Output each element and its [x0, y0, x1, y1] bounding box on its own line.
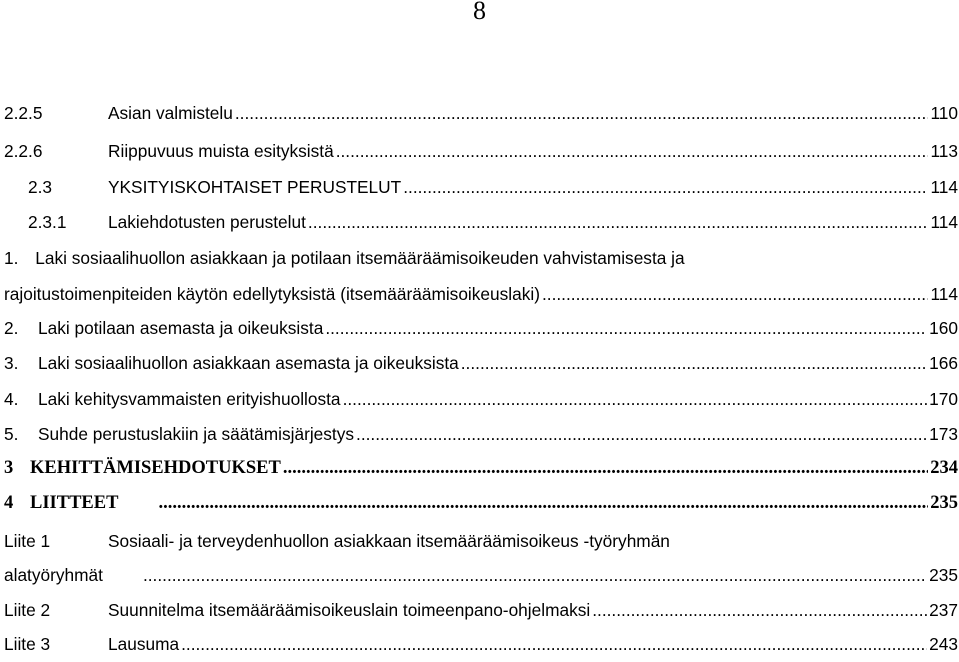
toc-entry-title: LIITTEET — [30, 493, 119, 513]
toc-entry[interactable] — [4, 565, 958, 593]
toc-entry-title: KEHITTÄMISEHDOTUKSET — [30, 458, 281, 478]
toc-entry-number: 2.3.1 — [28, 212, 67, 232]
toc-entry-number: 2.2.6 — [4, 141, 43, 161]
toc-entry-number: 4 — [4, 493, 14, 513]
toc-leader-dots — [235, 103, 929, 124]
toc-entry-number: 4. — [4, 389, 19, 409]
toc-entry-title-continued: alatyöryhmät — [4, 565, 103, 585]
toc-entry-title: Lakiehdotusten perustelut — [108, 212, 306, 232]
toc-entry-number: 2. — [4, 318, 19, 338]
toc-leader-dots — [356, 424, 927, 445]
toc-entry-number: 2.3 — [28, 177, 53, 197]
toc-leader-dots — [181, 634, 927, 655]
toc-entry[interactable] — [4, 318, 958, 346]
toc-entry-number: 3 — [4, 458, 14, 478]
toc-entry-page: 114 — [930, 284, 958, 304]
toc-entry-page: 237 — [929, 600, 958, 620]
page-number: 8 — [473, 0, 486, 25]
toc-entry[interactable] — [4, 458, 958, 486]
toc-entry-title: Asian valmistelu — [108, 103, 233, 123]
toc-entry[interactable] — [4, 353, 958, 381]
toc-entry-page: 235 — [930, 493, 958, 513]
toc-entry[interactable] — [4, 634, 958, 662]
toc-entry-number: Liite 1 — [4, 531, 51, 551]
toc-entry-page: 114 — [930, 177, 958, 197]
toc-entry[interactable] — [4, 103, 958, 131]
toc-entry-page: 173 — [929, 424, 958, 444]
toc-leader-dots — [308, 212, 929, 233]
toc-leader-dots — [336, 141, 929, 162]
toc-entry-number: Liite 2 — [4, 600, 51, 620]
toc-entry-title-continued: rajoitustoimenpiteiden käytön edellytyksistä (itsemääräämisoikeuslaki) — [4, 284, 540, 304]
toc-leader-dots — [158, 493, 928, 514]
toc-entry[interactable] — [4, 389, 958, 417]
toc-leader-dots — [461, 353, 927, 374]
toc-entry-title: Laki potilaan asemasta ja oikeuksista — [38, 318, 324, 338]
toc-entry-page: 114 — [930, 212, 958, 232]
toc-leader-dots — [403, 177, 928, 198]
toc-entry-page: 243 — [929, 634, 958, 654]
toc-entry-title: Sosiaali- ja terveydenhuollon asiakkaan itsemääräämisoikeus -työryhmän — [108, 531, 670, 551]
toc-entry-title: Suunnitelma itsemääräämisoikeuslain toimeenpano-ohjelmaksi — [108, 600, 591, 620]
toc-entry-wrapped-line[interactable] — [4, 531, 670, 559]
toc-leader-dots — [592, 600, 927, 621]
toc-entry-page: 170 — [929, 389, 958, 409]
toc-entry-page: 113 — [930, 141, 958, 161]
toc-entry[interactable] — [4, 177, 958, 205]
toc-entry-title: Lausuma — [108, 634, 180, 654]
toc-entry[interactable] — [4, 212, 958, 240]
toc-entry-title: Laki sosiaalihuollon asiakkaan ja potilaan itsemääräämisoikeuden vahvistamisesta ja — [35, 248, 685, 268]
toc-entry-wrapped-line[interactable] — [4, 248, 685, 276]
toc-entry[interactable] — [4, 141, 958, 169]
toc-entry-number: 2.2.5 — [4, 103, 43, 123]
toc-entry-number: 1. — [4, 248, 19, 268]
toc-leader-dots — [542, 284, 928, 305]
toc-entry-page: 235 — [929, 565, 958, 585]
toc-entry[interactable] — [4, 493, 958, 521]
toc-entry-page: 160 — [929, 318, 958, 338]
toc-entry-page: 110 — [930, 103, 958, 123]
toc-entry[interactable] — [4, 600, 958, 628]
toc-entry-number: Liite 3 — [4, 634, 51, 654]
toc-entry-title: Laki sosiaalihuollon asiakkaan asemasta ja oikeuksista — [38, 353, 459, 373]
toc-entry[interactable] — [4, 284, 958, 312]
toc-entry-page: 234 — [930, 458, 958, 478]
toc-entry-title: Riippuvuus muista esityksistä — [108, 141, 334, 161]
toc-leader-dots — [143, 565, 927, 586]
toc-entry-title: Laki kehitysvammaisten erityishuollosta — [38, 389, 341, 409]
toc-leader-dots — [343, 389, 928, 410]
toc-entry-number: 3. — [4, 353, 19, 373]
toc-entry-title: Suhde perustuslakiin ja säätämisjärjestys — [38, 424, 355, 444]
toc-entry-page: 166 — [929, 353, 958, 373]
toc-leader-dots — [325, 318, 927, 339]
toc-leader-dots — [283, 458, 928, 479]
toc-entry-number: 5. — [4, 424, 19, 444]
toc-entry-title: YKSITYISKOHTAISET PERUSTELUT — [108, 177, 402, 197]
toc-entry[interactable] — [4, 424, 958, 452]
